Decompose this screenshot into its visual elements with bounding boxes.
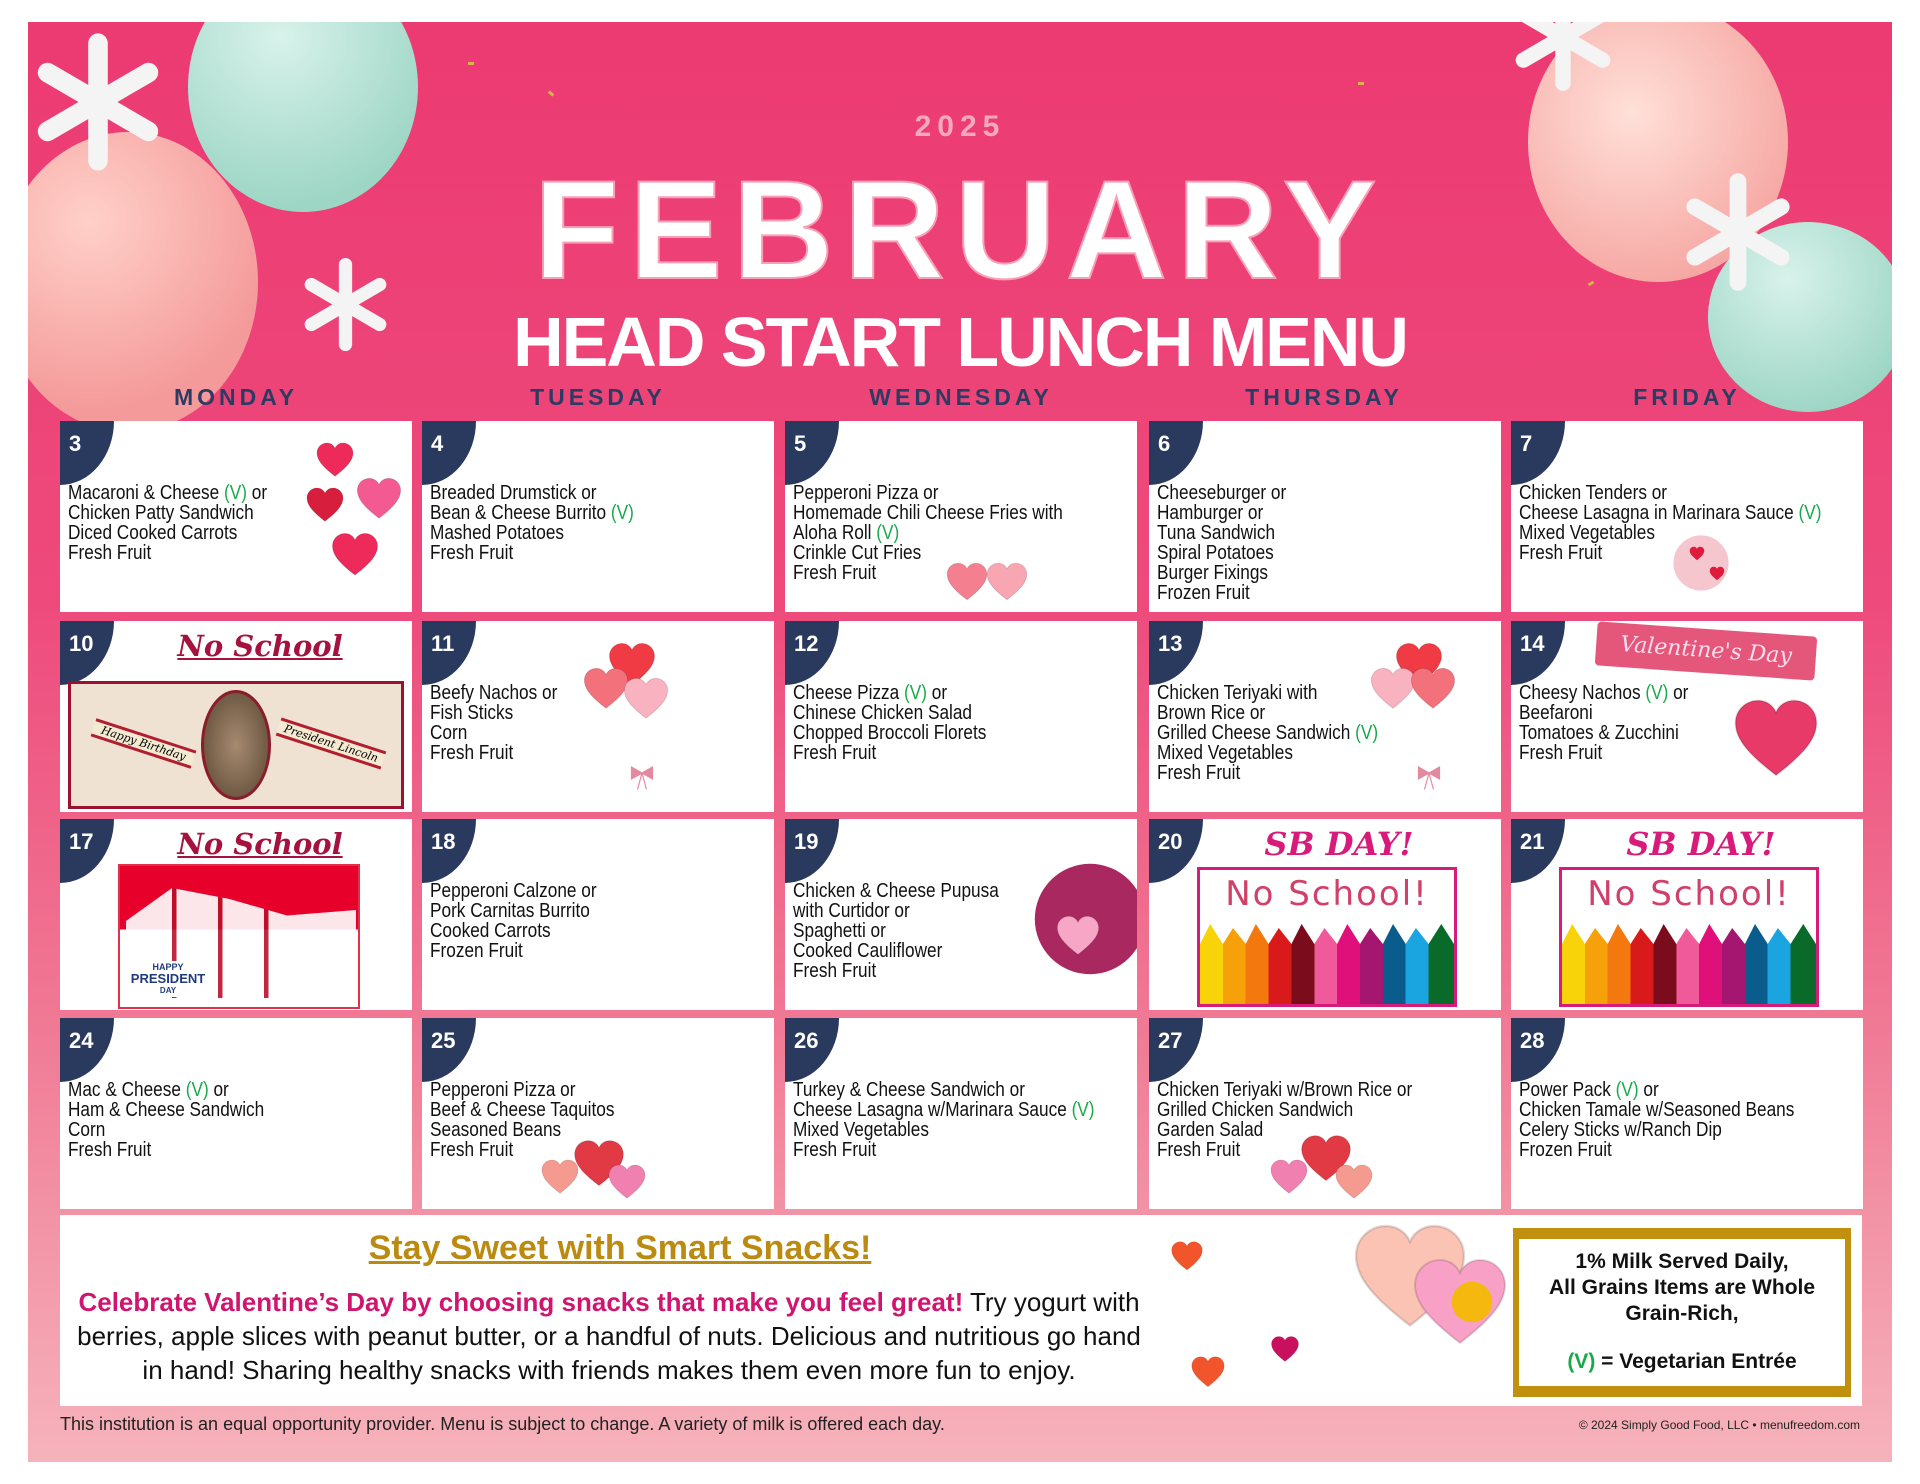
menu-line: [68, 543, 404, 563]
image-text: PRESIDENT: [130, 971, 206, 986]
day-header-wednesday: WEDNESDAY: [869, 384, 1053, 410]
heart-icon: [1269, 1158, 1309, 1198]
menu-line: [430, 683, 766, 703]
menu-line: [1157, 583, 1493, 603]
menu-line: [793, 483, 1129, 503]
menu-line: [430, 703, 766, 723]
menu-line: [1519, 1100, 1855, 1120]
day-cell: [1149, 819, 1501, 1010]
menu-item-text: Fresh Fruit: [1519, 741, 1603, 764]
menu-item-text: Frozen Fruit: [430, 939, 523, 962]
no-school-pencils-image: [1559, 867, 1819, 1007]
no-school-pencils-image: [1197, 867, 1457, 1007]
vegetarian-mark: (V): [904, 681, 927, 704]
menu-line: [1519, 483, 1855, 503]
date-badge: 26: [785, 1018, 839, 1082]
menu-line: [430, 921, 766, 941]
menu-line: [793, 921, 1129, 941]
snack-tip-lead: Celebrate Valentine’s Day by choosing snacks that make you feel great!: [78, 1287, 964, 1317]
menu-item-text: Seasoned Beans: [430, 1118, 562, 1141]
menu-item-text: Chicken Teriyaki w/Brown Rice or: [1157, 1078, 1413, 1101]
lincoln-portrait: [201, 690, 271, 800]
menu-item-text: Fresh Fruit: [1157, 1138, 1241, 1161]
menu-item-text: Fresh Fruit: [1519, 541, 1603, 564]
menu-item-text: Chicken Teriyaki with: [1157, 681, 1318, 704]
menu-line: [1519, 1080, 1855, 1100]
vegetarian-mark: (V): [1071, 1098, 1095, 1121]
menu-item-text: Mixed Vegetables: [793, 1118, 929, 1141]
menu-item-text: Cheese Lasagna w/Marinara Sauce: [793, 1098, 1072, 1121]
menu-line: [793, 543, 1129, 563]
menu-item-text: Macaroni & Cheese: [68, 481, 225, 504]
presidents-day-image: [118, 864, 360, 1009]
menu-items: [430, 683, 766, 763]
day-cell: [1149, 621, 1501, 812]
menu-line: [1157, 683, 1493, 703]
info-box: [1513, 1228, 1851, 1397]
image-text: No School!: [1225, 874, 1429, 914]
menu-line: [1157, 1120, 1493, 1140]
banner-text-left: Happy Birthday: [91, 718, 197, 769]
menu-line: [1157, 743, 1493, 763]
menu-item-text: Fresh Fruit: [1157, 761, 1241, 784]
snack-tip-panel: [60, 1215, 1862, 1406]
menu-line: [430, 1120, 766, 1140]
menu-line: [1157, 1100, 1493, 1120]
menu-item-text: Celery Sticks w/Ranch Dip: [1519, 1118, 1722, 1141]
day-cell: [1511, 819, 1863, 1010]
vegetarian-mark: (V): [1645, 681, 1669, 704]
menu-items: [430, 881, 766, 961]
menu-line: [1157, 543, 1493, 563]
day-cell: [1511, 621, 1863, 812]
menu-item-text: Cheese Lasagna in Marinara Sauce: [1519, 501, 1799, 524]
vegetarian-mark: (V): [185, 1078, 209, 1101]
menu-line: [430, 1140, 766, 1160]
snack-tip-title: Stay Sweet with Smart Snacks!: [368, 1229, 872, 1267]
day-cell: [422, 1018, 774, 1209]
menu-line: [1519, 703, 1855, 723]
heart-icon: [1709, 566, 1725, 582]
day-header-thursday: THURSDAY: [1245, 384, 1403, 410]
snack-tip-text: [74, 1285, 1144, 1387]
day-cell: [60, 621, 412, 812]
menu-line: [1157, 563, 1493, 583]
menu-item-text: Pork Carnitas Burrito: [430, 899, 590, 922]
vegetarian-mark: (V): [1615, 1078, 1639, 1101]
day-header-tuesday: TUESDAY: [530, 384, 666, 410]
menu-line: [793, 743, 1129, 763]
footer-copyright: © 2024 Simply Good Food, LLC • menufreedom.com: [1578, 1418, 1860, 1432]
menu-line: [68, 523, 404, 543]
menu-line: [793, 523, 1129, 543]
menu-item-text: Cheesy Nachos: [1519, 681, 1646, 704]
menu-line: [793, 703, 1129, 723]
date-badge: 5: [785, 421, 839, 485]
day-cell: [785, 819, 1137, 1010]
lincoln-birthday-image: [68, 681, 404, 809]
menu-line: [430, 723, 766, 743]
snowflake-icon: [1508, 22, 1618, 92]
menu-item-text: Bean & Cheese Burrito: [430, 501, 611, 524]
menu-items: [1157, 683, 1493, 783]
menu-item-text: Fresh Fruit: [793, 561, 877, 584]
menu-line: [793, 901, 1129, 921]
date-badge: 25: [422, 1018, 476, 1082]
menu-item-text: Chinese Chicken Salad: [793, 701, 973, 724]
menu-line: [793, 941, 1129, 961]
menu-item-text: Chicken Patty Sandwich: [68, 501, 254, 524]
confetti: [548, 90, 555, 96]
no-school-label: No School: [177, 827, 343, 861]
vegetarian-mark: (V): [610, 501, 634, 524]
date-badge: 7: [1511, 421, 1565, 485]
day-cell: [422, 819, 774, 1010]
colored-pencils: [1200, 924, 1454, 1004]
menu-item-text: Tuna Sandwich: [1157, 521, 1276, 544]
menu-line: [68, 1080, 404, 1100]
menu-items: [430, 483, 766, 563]
vegetarian-mark: (V): [876, 521, 900, 544]
day-header-friday: FRIDAY: [1633, 384, 1741, 410]
menu-line: [430, 523, 766, 543]
confetti: [1358, 82, 1364, 85]
menu-items: [1519, 483, 1855, 563]
date-badge: 18: [422, 819, 476, 883]
menu-line: [793, 1140, 1129, 1160]
day-cell: [1149, 421, 1501, 612]
footer-disclaimer: This institution is an equal opportunity provider. Menu is subject to change. A variety of milk is offered each day.: [60, 1414, 945, 1434]
day-cell: [785, 621, 1137, 812]
image-text: DAY: [159, 986, 177, 995]
confetti: [1588, 281, 1595, 287]
date-badge: 20: [1149, 819, 1203, 883]
menu-items: [1157, 1080, 1493, 1160]
menu-item-text: Burger Fixings: [1157, 561, 1269, 584]
date-badge: 19: [785, 819, 839, 883]
date-badge: 24: [60, 1018, 114, 1082]
menu-item-text: Grilled Chicken Sandwich: [1157, 1098, 1354, 1121]
date-badge: 13: [1149, 621, 1203, 685]
day-cell: [60, 421, 412, 612]
menu-line: [1157, 703, 1493, 723]
menu-item-text: Fresh Fruit: [68, 541, 152, 564]
menu-line: [1519, 743, 1855, 763]
menu-item-text: Cooked Carrots: [430, 919, 551, 942]
menu-item-text: Garden Salad: [1157, 1118, 1264, 1141]
menu-item-text: Power Pack: [1519, 1078, 1616, 1101]
date-badge: 11: [422, 621, 476, 685]
menu-item-suffix: or: [1638, 1078, 1659, 1101]
menu-item-text: Fresh Fruit: [793, 741, 877, 764]
date-badge: 3: [60, 421, 114, 485]
menu-line: [1519, 1120, 1855, 1140]
year-label: 2025: [914, 110, 1006, 143]
menu-line: [1157, 1140, 1493, 1160]
menu-item-suffix: or: [246, 481, 268, 504]
heart-icon: [1170, 1240, 1204, 1274]
heart-icon: [315, 441, 355, 481]
menu-line: [793, 563, 1129, 583]
menu-item-text: Chicken & Cheese Pupusa: [793, 879, 999, 902]
day-cell: [1149, 1018, 1501, 1209]
menu-item-text: Grilled Cheese Sandwich: [1157, 721, 1356, 744]
menu-item-text: Beefy Nachos or: [430, 681, 558, 704]
menu-line: [793, 1120, 1129, 1140]
menu-items: [430, 1080, 766, 1160]
day-header-monday: MONDAY: [173, 384, 299, 410]
menu-item-text: Breaded Drumstick or: [430, 481, 597, 504]
menu-line: [430, 483, 766, 503]
menu-item-text: Hamburger or: [1157, 501, 1264, 524]
page-title: HEAD START LUNCH MENU: [513, 303, 1407, 381]
vegetarian-mark: (V): [1355, 721, 1379, 744]
heart-icon: [540, 1158, 580, 1198]
menu-line: [68, 503, 404, 523]
vegetarian-mark: (V): [1798, 501, 1822, 524]
menu-item-suffix: or: [1668, 681, 1689, 704]
day-cell: [60, 819, 412, 1010]
banner-text-right: President Lincoln: [276, 717, 386, 769]
heart-icon: [1190, 1355, 1226, 1391]
heart-icon: [1334, 1163, 1374, 1203]
snack-tip-body: Try yogurt with berries, apple slices with peanut butter, or a handful of nuts. Delicious and nutritious go hand in hand! Sharing healthy snacks with friends makes them even more fun to enjoy.: [77, 1287, 1141, 1385]
menu-items: [793, 683, 1129, 763]
menu-line: [68, 483, 404, 503]
bow-icon: [627, 761, 657, 791]
vegetarian-mark: (V): [224, 481, 247, 504]
menu-item-text: Tomatoes & Zucchini: [1519, 721, 1679, 744]
date-badge: 12: [785, 621, 839, 685]
info-grain-rich: Grain-Rich,: [1625, 1302, 1739, 1325]
menu-line: [1157, 723, 1493, 743]
menu-item-text: Frozen Fruit: [1157, 581, 1250, 604]
colored-pencils: [1562, 924, 1816, 1004]
no-school-label: No School: [177, 629, 343, 663]
menu-item-text: Fresh Fruit: [430, 1138, 514, 1161]
valentines-day-banner: Valentine's Day: [1595, 621, 1818, 680]
menu-item-text: Frozen Fruit: [1519, 1138, 1612, 1161]
menu-page: [28, 22, 1892, 1462]
menu-line: [1157, 1080, 1493, 1100]
heart-icon: [1270, 1335, 1300, 1365]
snowflake-icon: [298, 257, 393, 352]
menu-line: [68, 1100, 404, 1120]
menu-line: [430, 1100, 766, 1120]
menu-line: [430, 743, 766, 763]
menu-items: [68, 1080, 404, 1160]
sb-day-label: SB DAY!: [1626, 825, 1776, 863]
menu-item-text: Chicken Tamale w/Seasoned Beans: [1519, 1098, 1795, 1121]
menu-item-text: Mac & Cheese: [68, 1078, 186, 1101]
day-cell: [422, 621, 774, 812]
menu-item-text: Homemade Chili Cheese Fries with: [793, 501, 1063, 524]
menu-line: [1519, 683, 1855, 703]
menu-line: [793, 683, 1129, 703]
snowflake-icon: [28, 32, 168, 172]
menu-items: [1157, 483, 1493, 603]
menu-item-text: Brown Rice or: [1157, 701, 1266, 724]
menu-item-text: Beef & Cheese Taquitos: [430, 1098, 615, 1121]
menu-item-text: Fresh Fruit: [430, 741, 514, 764]
menu-item-text: with Curtidor or: [793, 899, 910, 922]
menu-line: [1157, 763, 1493, 783]
day-cell: [422, 421, 774, 612]
day-cell: [785, 421, 1137, 612]
menu-item-suffix: or: [926, 681, 948, 704]
menu-line: [68, 1140, 404, 1160]
menu-item-text: Pepperoni Pizza or: [793, 481, 939, 504]
menu-item-text: Chicken Tenders or: [1519, 481, 1668, 504]
date-badge: 6: [1149, 421, 1203, 485]
menu-line: [793, 1080, 1129, 1100]
menu-item-text: Cooked Cauliflower: [793, 939, 943, 962]
info-grains: All Grains Items are Whole: [1548, 1276, 1816, 1299]
menu-item-text: Corn: [68, 1118, 106, 1141]
menu-item-text: Fresh Fruit: [68, 1138, 152, 1161]
sb-day-label: SB DAY!: [1264, 825, 1414, 863]
date-badge: 10: [60, 621, 114, 685]
veg-mark: (V): [1567, 1350, 1596, 1373]
menu-items: [793, 881, 1129, 981]
date-badge: 21: [1511, 819, 1565, 883]
menu-item-text: Fish Sticks: [430, 701, 514, 724]
menu-line: [1519, 723, 1855, 743]
menu-item-suffix: or: [208, 1078, 229, 1101]
menu-line: [430, 503, 766, 523]
menu-item-text: Fresh Fruit: [793, 959, 877, 982]
menu-items: [1519, 1080, 1855, 1160]
menu-line: [430, 901, 766, 921]
menu-item-text: Diced Cooked Carrots: [68, 521, 238, 544]
menu-line: [1519, 543, 1855, 563]
menu-item-text: Cheese Pizza: [793, 681, 905, 704]
menu-line: [430, 543, 766, 563]
veg-legend: = Vegetarian Entrée: [1595, 1350, 1797, 1373]
menu-line: [430, 1080, 766, 1100]
menu-item-text: Mixed Vegetables: [1157, 741, 1293, 764]
decoration-icon: [1450, 1280, 1494, 1324]
menu-item-text: Beefaroni: [1519, 701, 1593, 724]
menu-item-text: Corn: [430, 721, 468, 744]
menu-item-text: Crinkle Cut Fries: [793, 541, 922, 564]
menu-line: [793, 503, 1129, 523]
menu-item-text: Ham & Cheese Sandwich: [68, 1098, 265, 1121]
confetti: [468, 62, 474, 65]
menu-line: [430, 881, 766, 901]
day-cell: [1511, 421, 1863, 612]
menu-line: [1519, 523, 1855, 543]
menu-line: [430, 941, 766, 961]
month-title: FEBRUARY: [533, 151, 1387, 308]
heart-icon: [607, 1163, 647, 1203]
date-badge: 14: [1511, 621, 1565, 685]
menu-line: [1519, 1140, 1855, 1160]
menu-line: [793, 723, 1129, 743]
date-badge: 17: [60, 819, 114, 883]
menu-line: [1157, 483, 1493, 503]
menu-item-text: Mixed Vegetables: [1519, 521, 1655, 544]
day-cell: [1511, 1018, 1863, 1209]
menu-line: [1157, 503, 1493, 523]
menu-item-text: Turkey & Cheese Sandwich or: [793, 1078, 1025, 1101]
menu-item-text: Aloha Roll: [793, 521, 877, 544]
menu-items: [1519, 683, 1855, 763]
info-milk: 1% Milk Served Daily,: [1575, 1250, 1789, 1273]
date-badge: 27: [1149, 1018, 1203, 1082]
menu-line: [793, 1100, 1129, 1120]
menu-line: [68, 1120, 404, 1140]
menu-line: [1519, 503, 1855, 523]
menu-item-text: Pepperoni Calzone or: [430, 879, 597, 902]
menu-line: [793, 961, 1129, 981]
menu-items: [68, 483, 404, 563]
image-text: HAPPY: [152, 962, 184, 972]
menu-line: [793, 881, 1129, 901]
menu-item-text: Chopped Broccoli Florets: [793, 721, 987, 744]
menu-item-text: Spaghetti or: [793, 919, 886, 942]
menu-item-text: Spiral Potatoes: [1157, 541, 1274, 564]
menu-item-text: Pepperoni Pizza or: [430, 1078, 576, 1101]
menu-items: [793, 1080, 1129, 1160]
menu-item-text: Fresh Fruit: [430, 541, 514, 564]
date-badge: 28: [1511, 1018, 1565, 1082]
menu-items: [793, 483, 1129, 583]
image-text: No School!: [1587, 874, 1791, 914]
snowflake-icon: [1678, 172, 1798, 292]
day-cell: [60, 1018, 412, 1209]
day-cell: [785, 1018, 1137, 1209]
menu-item-text: Cheeseburger or: [1157, 481, 1287, 504]
date-badge: 4: [422, 421, 476, 485]
menu-item-text: Fresh Fruit: [793, 1138, 877, 1161]
menu-line: [1157, 523, 1493, 543]
menu-item-text: Mashed Potatoes: [430, 521, 565, 544]
